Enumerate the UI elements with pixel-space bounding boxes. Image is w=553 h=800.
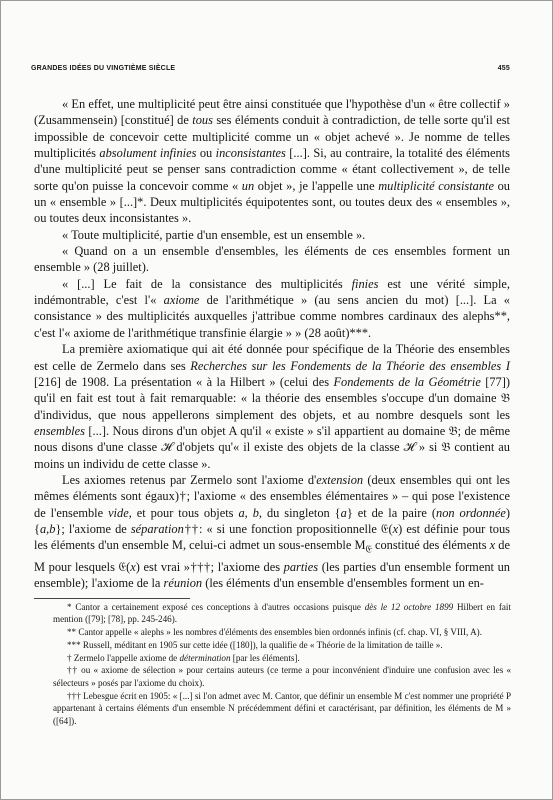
paragraph-cantor-quote-4: « [...] Le fait de la consistance des multiplicités finies est une vérité simple, indémontrable, c'est l'« axiome de l'arithmétique » (au sens ancien du mot) [...]. La « consistance » des multiplicités auxquelles j'attribue comme nombres cardinaux des alephs**, c'est l'« axiome de l'arithmétique transfinie élargie » » (28 août)***. [34,276,511,340]
footnote-3: *** Russell, méditant en 1905 sur cette idée ([180]), la qualifie de « Théorie de la limitation de taille ». [67,639,443,650]
footnote-2: ** Cantor appelle « alephs » les nombres d'éléments des ensembles bien ordonnés infinis (cf. chap. VI, § VIII, A). [67,626,482,637]
footnote-rule [34,598,190,599]
footnotes [53,601,511,727]
footnote-5: †† ou « axiome de sélection » pour certains auteurs (ce terme a pour inconvénient d'induire une confusion avec les « sélecteurs » posés par l'axiome du choix). [53,665,511,688]
paragraph-cantor-quote-1: « En effet, une multiplicité peut être ainsi constituée que l'hypothèse d'un « être collectif » (Zusammensein) [constitué] de tous ses éléments conduit à contradiction, de telle sorte qu'il est impossible de concevoir cette multiplicité comme un « objet achevé ». Je nomme de telles multiplicités absolument infinies ou inconsistantes [...]. Si, au contraire, la totalité des éléments d'une multiplicité peut se penser sans contradiction comme « étant collectivement », de telle sorte qu'on puisse la concevoir comme « un objet », je l'appelle une multiplicité consistante ou un « ensemble » [...]*. Deux multiplicités équipotentes sont, ou toutes deux des « ensembles », ou toutes deux inconsistantes ». [34,97,510,226]
footnote-1: * Cantor a certainement exposé ces conceptions à d'autres occasions puisque dès le 12 octobre 1899 Hilbert en fait mention ([79]; [78], pp. 245-246). [53,602,511,625]
paragraph-zermelo-axioms: Les axiomes retenus par Zermelo sont l'axiome d'extension (deux ensembles qui ont les mêmes éléments sont égaux)†; l'axiome « des ensembles élémentaires » – qui pose l'existence de l'ensemble vide, et pour tous objets a, b, du singleton {a} et de la paire (non ordonnée) {a,b}; l'axiome de séparation††: « si une fonction propositionnelle 𝔈(x) est définie pour tous les éléments d'un ensemble M, celui-ci admet un sous-ensemble $M_𝔈$ constitué des éléments x de M pour lesquels 𝔈(x) est vrai »†††; l'axiome des parties (les parties d'un ensemble forment un ensemble); l'axiome de la réunion (les éléments d'un ensemble d'ensembles forment un en- [34,472,511,591]
paragraph-cantor-quote-3: « Quand on a un ensemble d'ensembles, les éléments de ces ensembles forment un ensemble » (28 juillet). [34,244,510,275]
main-text [34,96,510,592]
paragraph-cantor-quote-2: « Toute multiplicité, partie d'un ensemble, est un ensemble ». [62,227,366,242]
running-header [31,65,510,79]
footnote-6: ††† Lebesgue écrit en 1905: « [...] si l'on admet avec M. Cantor, que définir un ensemble M c'est nommer une propriété P appartenant à certains éléments d'un ensemble N précédemment défini et caractérisant, par définition, les éléments de M » ([64]). [53,691,511,726]
footnote-4: † Zermelo l'appelle axiome de détermination [par les éléments]. [67,653,300,664]
running-title: GRANDES IDÉES DU VINGTIÈME SIÈCLE [31,65,176,72]
page-number: 455 [497,65,510,72]
paragraph-zermelo-axiomatics: La première axiomatique qui ait été donnée pour spécifique de la Théorie des ensembles est celle de Zermelo dans ses Recherches sur les Fondements de la Théorie des ensembles I [216] de 1908. La présentation « à la Hilbert » (celui des Fondements de la Géométrie [77]) qu'il en fait est tout à fait remarquable: « la théorie des ensembles s'occupe d'un domaine 𝔅 d'individus, que nous appellerons simplement des objets, et au nombre desquels sont les ensembles [...]. Nous dirons d'un objet A qu'il « existe » s'il appartient au domaine 𝔅; de même nous disons d'une classe ℋ d'objets qu'« il existe des objets de la classe ℋ » si 𝔅 contient au moins un individu de cette classe ». [34,342,510,471]
